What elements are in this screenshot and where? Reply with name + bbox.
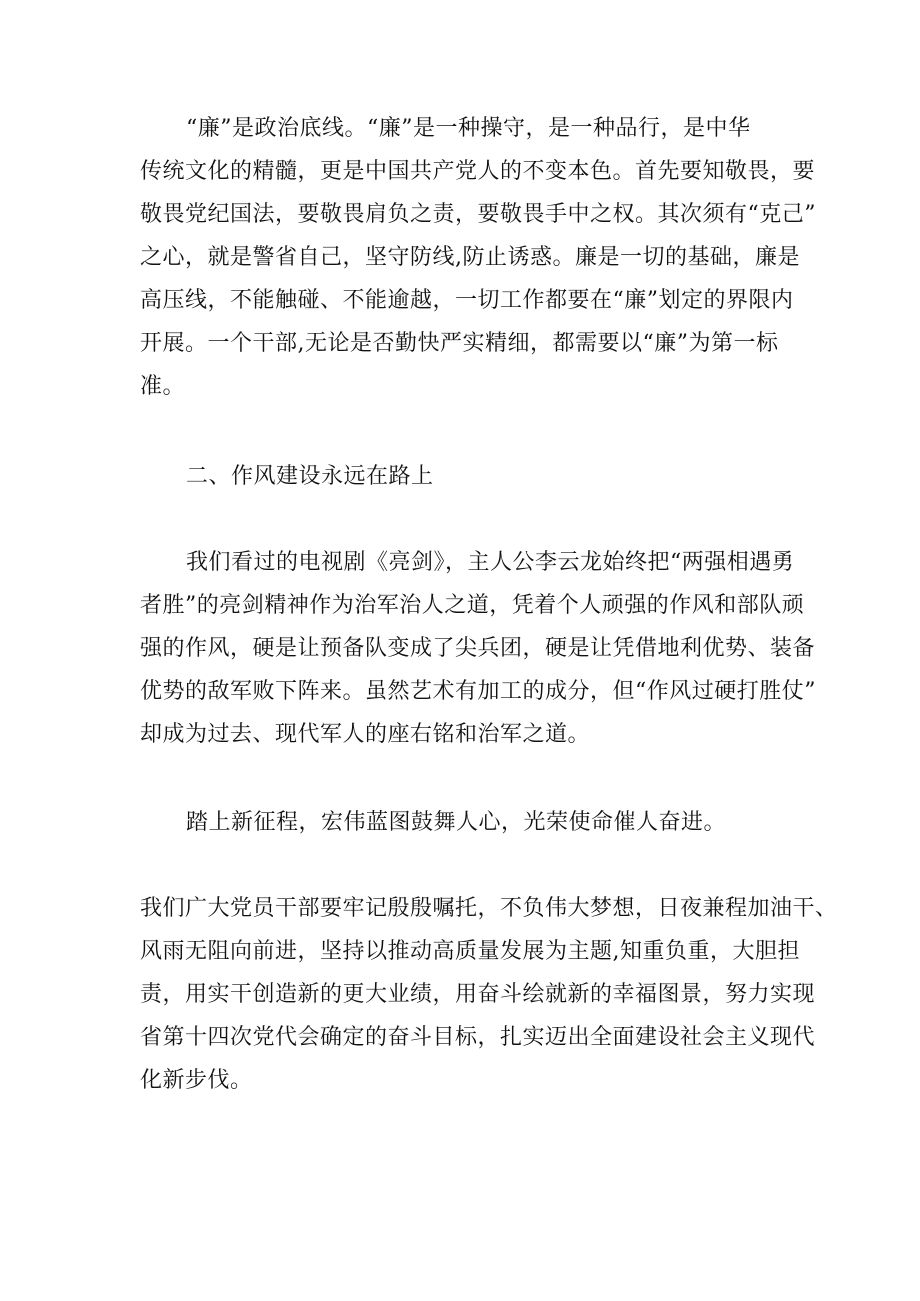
heading-text: 二、作风建设永远在路上 xyxy=(186,464,434,489)
section-heading xyxy=(186,455,434,498)
text-line: 风雨无阻向前进，坚持以推动高质量发展为主题,知重负重，大胆担 xyxy=(140,939,800,964)
text-line: 责，用实干创造新的更大业绩，用奋斗绘就新的幸福图景，努力实现 xyxy=(140,982,816,1007)
text-line: 者胜”的亮剑精神作为治军治人之道，凭着个人顽强的作风和部队顽 xyxy=(140,593,805,618)
text-line: “廉”是政治底线。“廉”是一种操守，是一种品行，是中华 xyxy=(186,116,751,141)
text-line: 我们广大党员干部要牢记殷殷嘱托，不负伟大梦想，日夜兼程加油干、 xyxy=(140,896,838,921)
text-line: 我们看过的电视剧《亮剑》，主人公李云龙始终把“两强相遇勇 xyxy=(186,550,795,575)
text-line: 强的作风，硬是让预备队变成了尖兵团，硬是让凭借地利优势、装备 xyxy=(140,636,816,661)
text-line: 准。 xyxy=(140,374,186,399)
text-line: 传统文化的精髓，更是中国共产党人的不变本色。首先要知敬畏，要 xyxy=(140,159,816,184)
paragraph-new-journey xyxy=(186,801,726,844)
text-line: 高压线，不能触碰、不能逾越，一切工作都要在“廉”划定的界限内 xyxy=(140,288,794,313)
text-line: 省第十四次党代会确定的奋斗目标，扎实迈出全面建设社会主义现代 xyxy=(140,1025,816,1050)
text-line: 开展。一个干部,无论是否勤快严实精细，都需要以“廉”为第一标 xyxy=(140,331,779,356)
text-line: 优势的敌军败下阵来。虽然艺术有加工的成分，但“作风过硬打胜仗” xyxy=(140,679,816,704)
text-line: 之心，就是警省自己，坚守防线,防止诱惑。廉是一切的基础，廉是 xyxy=(140,245,800,270)
text-line: 却成为过去、现代军人的座右铭和治军之道。 xyxy=(140,722,591,747)
text-line: 敬畏党纪国法，要敬畏肩负之责，要敬畏手中之权。其次须有“克己” xyxy=(140,202,816,227)
paragraph-lian-political-bottom-line xyxy=(140,107,816,408)
paragraph-party-cadres xyxy=(140,887,838,1102)
paragraph-liang-jian xyxy=(140,541,816,756)
text-line: 踏上新征程，宏伟蓝图鼓舞人心，光荣使命催人奋进。 xyxy=(186,810,727,835)
text-line: 化新步伐。 xyxy=(140,1068,253,1093)
